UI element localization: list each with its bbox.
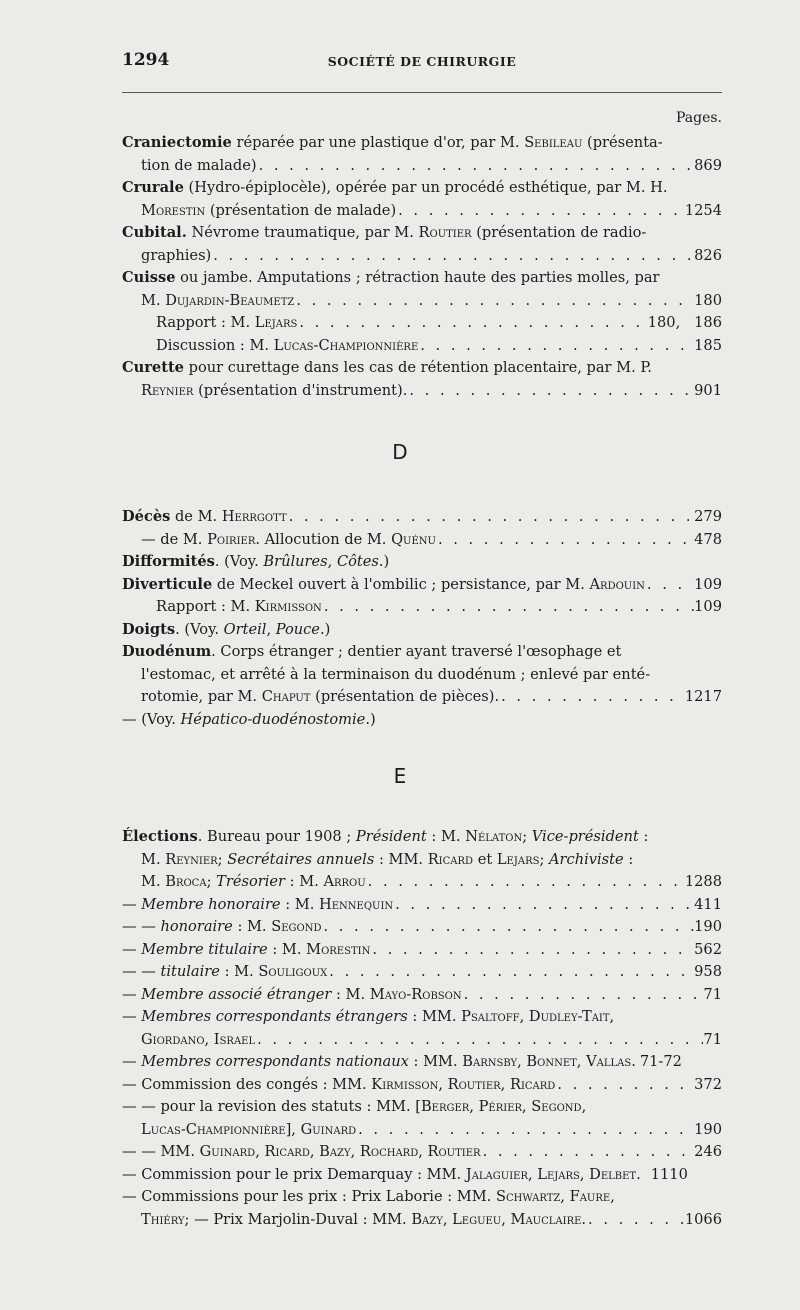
running-title: SOCIÉTÉ DE CHIRURGIE	[327, 54, 517, 69]
page-number: 1294	[122, 50, 170, 70]
page-ref: 180	[694, 291, 722, 309]
entry-curette: Curette pour curettage dans les cas de rétention placentaire, par M. P. Reynier (présentation d'instrument). . . . 901	[122, 357, 722, 402]
entry-elections: Élections. Bureau pour 1908 ; Président : M. Nélaton; Vice-président : M. Reynier; Secrétaires annuels : MM. Ricard et Lejars; Archiviste : M. Broca; Trésorier : M. Arrou . . . 1288	[122, 826, 722, 894]
entry-cuisse: Cuisse ou jambe. Amputations ; rétraction haute des parties molles, par M. Dujardin-Beaumetz . . . 180 Rapport : M. Lejars . . . 180, 186 Discussion : M. Lucas-Championnière . . . 185	[122, 267, 722, 357]
pages-column-label: Pages.	[675, 110, 722, 126]
section-letter-d: D	[392, 440, 408, 464]
entry-membre-titulaire: — Membre titulaire : M. Morestin . . . 562	[122, 939, 722, 962]
entry-craniectomie: Craniectomie réparée par une plastique d'or, par M. Sebileau (présenta- tion de malade) . . . 869	[122, 132, 722, 177]
entry-prix-demarquay: — Commission pour le prix Demarquay : MM. Jalaguier, Lejars, Delbet. 1110	[122, 1165, 688, 1183]
page-ref: 1254	[684, 201, 722, 219]
page-ref: 901	[694, 381, 722, 399]
entry-correspondants-etrangers: — Membres correspondants étrangers : MM. Psaltoff, Dudley-Tait, Giordano, Israel . . . 71	[122, 1006, 722, 1051]
entry-deces-poirier: — de M. Poirier. Allocution de M. Quénu . . . 478	[122, 529, 722, 552]
section-letter-e: E	[393, 764, 407, 788]
header-rule	[122, 92, 722, 93]
entry-crurale: Crurale (Hydro-épiplocèle), opérée par un procédé esthétique, par M. H. Morestin (présentation de malade) . . . 1254	[122, 177, 722, 222]
entry-diverticule: Diverticule de Meckel ouvert à l'ombilic ; persistance, par M. Ardouin . . . 109 Rapport : M. Kirmisson . . . 109	[122, 574, 722, 619]
entry-guinard-commission: — — MM. Guinard, Ricard, Bazy, Rochard, Routier . . . 246	[122, 1141, 722, 1164]
entry-titulaire-souligoux: — — titulaire : M. Souligoux . . . 958	[122, 961, 722, 984]
page-ref: 826	[694, 246, 722, 264]
section-e	[122, 826, 722, 1231]
page-header	[122, 50, 722, 72]
entry-doigts: Doigts. (Voy. Orteil, Pouce.)	[122, 620, 331, 638]
entry-cubital: Cubital. Névrome traumatique, par M. Routier (présentation de radio- graphies) . . . 826	[122, 222, 722, 267]
page-ref: 185	[694, 336, 722, 354]
entry-honoraire-segond: — — honoraire : M. Segond . . . 190	[122, 916, 722, 939]
entry-associe-etranger: — Membre associé étranger : M. Mayo-Robson . . . 71	[122, 984, 722, 1007]
entry-commissions-prix: — Commissions pour les prix : Prix Laborie : MM. Schwartz, Faure, Thiéry; — Prix Marjolin-Duval : MM. Bazy, Legueu, Mauclaire. . . . 1066	[122, 1186, 722, 1231]
page-ref: 869	[694, 156, 722, 174]
entry-deces: Décès de M. Herrgott . . . 279	[122, 506, 722, 529]
entry-revision-statuts: — — pour la revision des statuts : MM. [Berger, Périer, Segond, Lucas-Championnière], Guinard . . . 190	[122, 1096, 722, 1141]
entry-correspondants-nationaux: — Membres correspondants nationaux : MM. Barnsby, Bonnet, Vallas. 71-72	[122, 1053, 682, 1070]
entry-duodenum: Duodénum. Corps étranger ; dentier ayant traversé l'œsophage et l'estomac, et arrêté à la terminaison du duodénum ; enlevé par enté- rotomie, par M. Chaput (présentation de pièces). . . . 1217 — (Voy. Hépatico-duodénostomie.)	[122, 641, 722, 731]
section-d	[122, 506, 722, 731]
entry-commission-conges: — Commission des congés : MM. Kirmisson, Routier, Ricard . . . 372	[122, 1074, 722, 1097]
entry-membre-honoraire: — Membre honoraire : M. Hennequin . . . 411	[122, 894, 722, 917]
entry-difformites: Difformités. (Voy. Brûlures, Côtes.)	[122, 553, 390, 570]
section-c	[122, 132, 722, 402]
